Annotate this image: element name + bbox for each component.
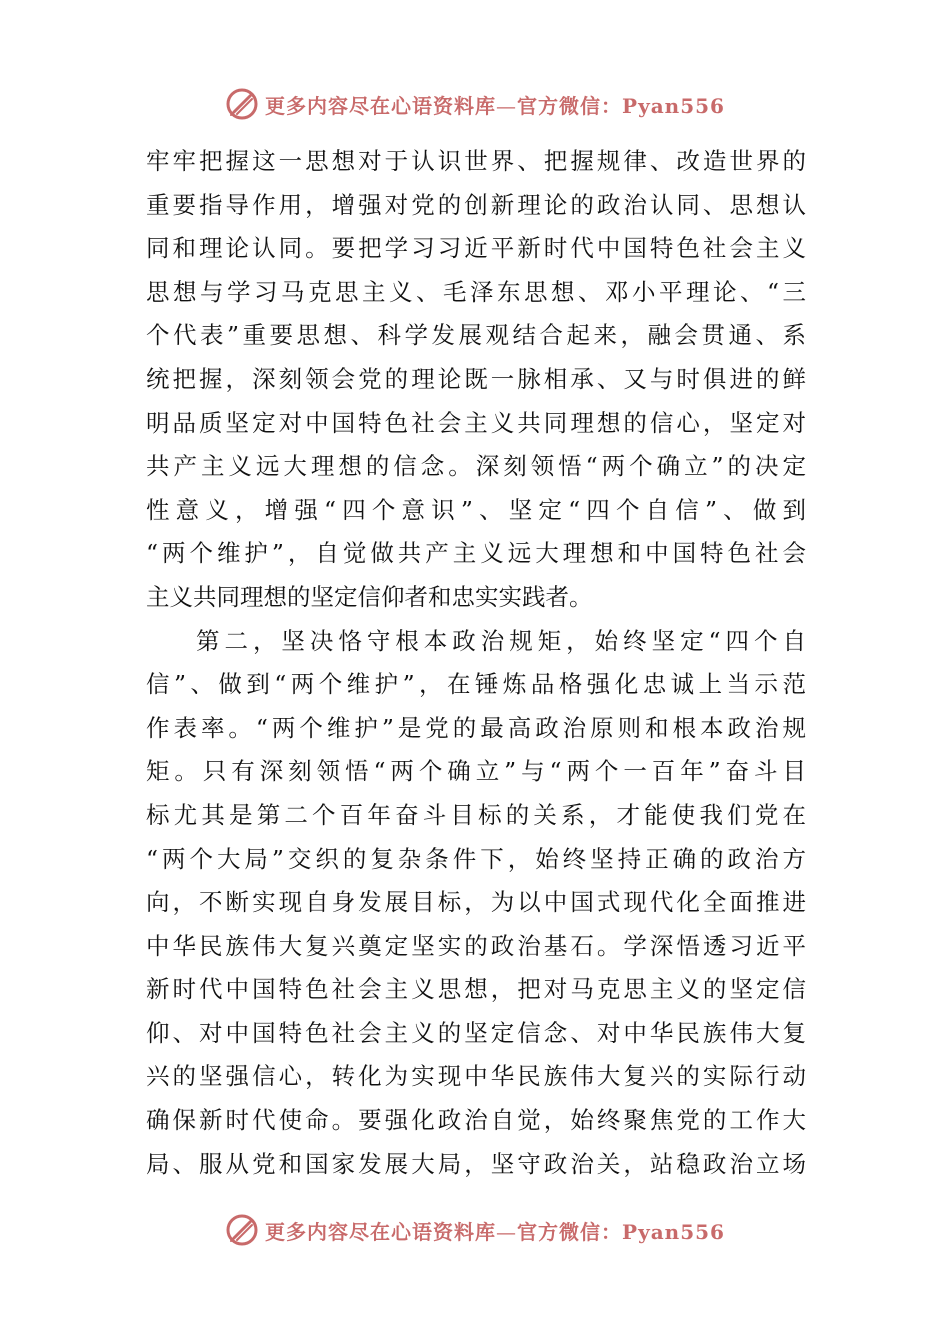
text-line: 局、服从党和国家发展大局，坚守政治关，站稳政治立场 bbox=[146, 1149, 806, 1178]
banner-wechat-label: 官方微信： bbox=[517, 1219, 623, 1244]
text-line: 主义共同理想的坚定信仰者和忠实实践者。 bbox=[146, 582, 593, 611]
footer-banner bbox=[0, 1210, 950, 1250]
text-line: 明品质坚定对中国特色社会主义共同理想的信心，坚定对 bbox=[146, 408, 806, 437]
text-line: 牢牢把握这一思想对于认识世界、把握规律、改造世界的 bbox=[146, 147, 806, 175]
text-line: 共产主义远大理想的信念。深刻领悟“两个确立”的决定 bbox=[146, 452, 806, 481]
text-line: 确保新时代使命。要强化政治自觉，始终聚焦党的工作大 bbox=[146, 1106, 806, 1135]
banner-wechat-label: 官方微信： bbox=[517, 93, 623, 118]
text-line: 思想与学习马克思主义、毛泽东思想、邓小平理论、“三 bbox=[146, 277, 806, 306]
text-line: 作表率。“两个维护”是党的最高政治原则和根本政治规 bbox=[146, 713, 806, 742]
text-line: 中华民族伟大复兴奠定坚实的政治基石。学深悟透习近平 bbox=[146, 931, 806, 960]
header-banner bbox=[0, 84, 950, 124]
document-body bbox=[146, 140, 806, 1186]
pen-circle-logo-icon bbox=[225, 1213, 259, 1247]
text-line: 仰、对中国特色社会主义的坚定信念、对中华民族伟大复 bbox=[146, 1018, 806, 1047]
text-line: 信”、做到“两个维护”，在锤炼品格强化忠诚上当示范 bbox=[146, 670, 806, 699]
text-line: 性意义，增强“四个意识”、坚定“四个自信”、做到 bbox=[146, 495, 806, 524]
banner-dash: — bbox=[496, 1219, 518, 1244]
banner-title: 更多内容尽在心语资料库 bbox=[265, 1219, 497, 1244]
text-line: 个代表”重要思想、科学发展观结合起来，融会贯通、系 bbox=[146, 321, 806, 350]
banner-dash: — bbox=[496, 93, 518, 118]
banner-text bbox=[265, 90, 725, 119]
text-line: 新时代中国特色社会主义思想，把对马克思主义的坚定信 bbox=[146, 975, 806, 1004]
text-line: 向，不断实现自身发展目标，为以中国式现代化全面推进 bbox=[146, 888, 806, 917]
text-line: “两个维护”，自觉做共产主义远大理想和中国特色社会 bbox=[146, 539, 806, 568]
text-line: 兴的坚强信心，转化为实现中华民族伟大复兴的实际行动 bbox=[146, 1062, 806, 1091]
banner-title: 更多内容尽在心语资料库 bbox=[265, 93, 497, 118]
pen-circle-logo-icon bbox=[225, 87, 259, 121]
text-line: 重要指导作用，增强对党的创新理论的政治认同、思想认 bbox=[146, 190, 806, 219]
banner-wechat-id: Pyan556 bbox=[622, 93, 725, 118]
text-line: 标尤其是第二个百年奋斗目标的关系，才能使我们党在 bbox=[146, 800, 806, 829]
text-line: 矩。只有深刻领悟“两个确立”与“两个一百年”奋斗目 bbox=[146, 757, 806, 786]
banner-wechat-id: Pyan556 bbox=[622, 1219, 725, 1244]
text-line: 同和理论认同。要把学习习近平新时代中国特色社会主义 bbox=[146, 234, 806, 263]
paragraph-start-line: 第二，坚决恪守根本政治规矩，始终坚定“四个自 bbox=[196, 626, 806, 655]
banner-text bbox=[265, 1216, 725, 1245]
text-line: 统把握，深刻领会党的理论既一脉相承、又与时俱进的鲜 bbox=[146, 364, 806, 393]
text-line: “两个大局”交织的复杂条件下，始终坚持正确的政治方 bbox=[146, 844, 806, 873]
